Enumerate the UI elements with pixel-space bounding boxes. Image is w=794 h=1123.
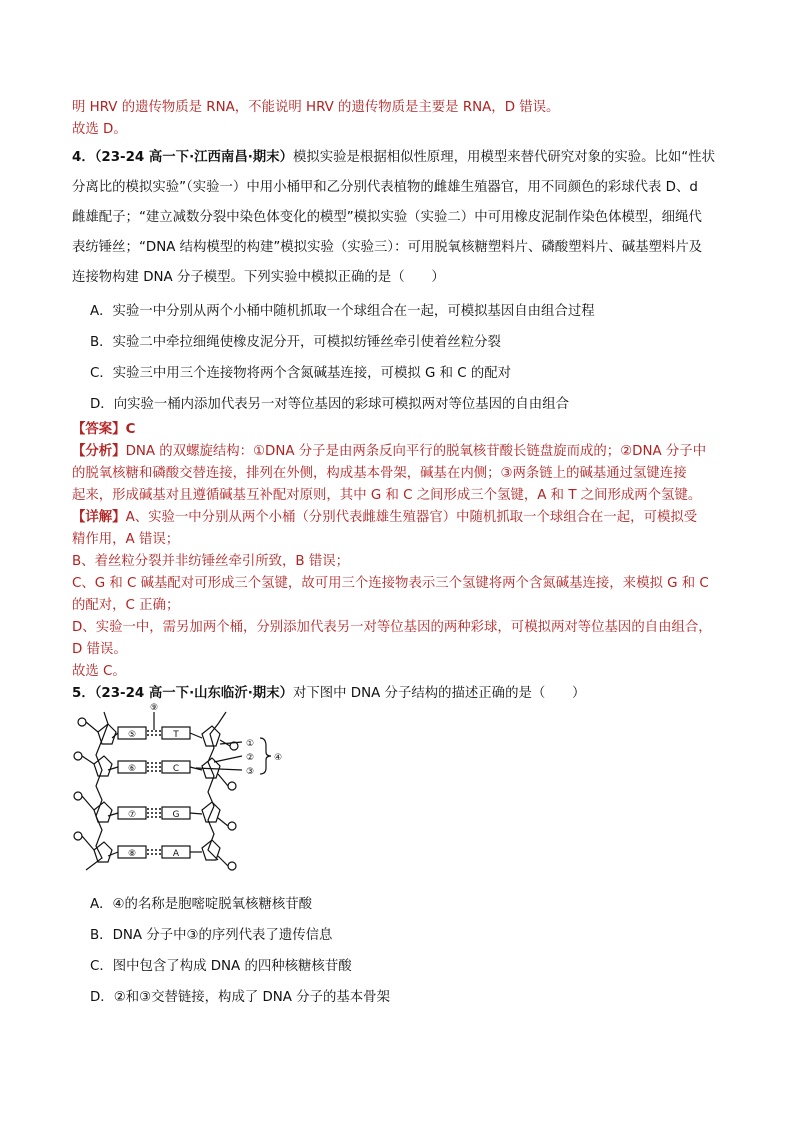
q4-detail-line-2: 精作用，A 错误；	[72, 532, 180, 547]
dna-structure-diagram	[68, 700, 288, 880]
q4-analysis-line-2: 的脱氧核糖和磷酸交替连接，排列在外侧，构成基本骨架，碱基在内侧；③两条链上的碱基通过氢键连接	[72, 466, 687, 481]
deoxyribose-left-3	[94, 802, 112, 822]
q4-stem-line-4: 表纺锤丝；“DNA 结构模型的构建”模拟实验（实验三）：可用脱氧核糖塑料片、磷酸塑料片、碱基塑料片及	[72, 240, 703, 255]
q4-source: （23-24 高一下·江西南昌·期末）	[94, 150, 293, 165]
detail-text: A、实验一中分别从两个小桶（分别代表雌雄生殖器官）中随机抓取一个球组合在一起，可模拟受	[125, 510, 698, 525]
phosphate-right-3	[228, 822, 236, 830]
label-2: ②	[245, 753, 255, 763]
phosphate-left-2	[74, 752, 82, 760]
q4-detail-line-4: C、G 和 C 碱基配对可形成三个氢键，故可用三个连接物表示三个氢键将两个含氮碱基连接，来模拟 G 和 C	[72, 576, 709, 591]
deoxyribose-left-2	[94, 756, 112, 776]
q4-option-c[interactable]: C．实验三中用三个连接物将两个含氮碱基连接，可模拟 G 和 C 的配对	[90, 366, 512, 381]
q4-detail-line-1	[72, 506, 697, 525]
q4-detail-line-5: 的配对，C 正确；	[72, 598, 180, 613]
phosphate-right-4	[228, 862, 236, 870]
phosphate-left-4	[74, 832, 82, 840]
label-6: ⑥	[127, 764, 137, 774]
q5-number: 5．	[72, 686, 95, 701]
q4-stem-line-3: 雌雄配子；“建立减数分裂中染色体变化的模型”模拟实验（实验二）中可用橡皮泥制作染色体模型，细绳代	[72, 210, 702, 225]
phosphate-left-1	[78, 718, 86, 726]
q4-option-b[interactable]: B．实验二中牵拉细绳使橡皮泥分开，可模拟纺锤丝牵引使着丝粒分裂	[90, 335, 501, 350]
base-t: T	[173, 730, 179, 740]
q5-stem-text: 对下图中 DNA 分子结构的描述正确的是（ ）	[292, 686, 586, 701]
label-7: ⑦	[127, 810, 137, 820]
label-1: ①	[245, 739, 255, 749]
phosphate-left-3	[74, 792, 82, 800]
q5-option-a[interactable]: A．④的名称是胞嘧啶脱氧核糖核苷酸	[90, 897, 313, 912]
base-a: A	[172, 849, 180, 859]
label-4: ④	[273, 753, 283, 763]
q4-option-a[interactable]: A．实验一中分别从两个小桶中随机抓取一个球组合在一起，可模拟基因自由组合过程	[90, 304, 595, 319]
q4-stem-text: 模拟实验是根据相似性原理，用模型来替代研究对象的实验。比如“性状	[292, 150, 716, 165]
brace-4	[260, 738, 271, 774]
label-5: ⑤	[127, 730, 137, 740]
label-3: ③	[245, 767, 255, 777]
base-g: G	[172, 810, 180, 820]
q4-detail-line-6: D、实验一中，需另加两个桶，分别添加代表另一对等位基因的两种彩球，可模拟两对等位基因的自由组合，	[72, 620, 712, 635]
phosphate-right-2	[228, 782, 236, 790]
q5-stem	[72, 682, 585, 701]
q4-analysis-line-1	[72, 440, 706, 459]
q4-answer	[72, 418, 135, 437]
detail-tag: 【详解】	[72, 510, 126, 525]
q4-detail-line-7: D 错误。	[72, 642, 127, 657]
q5-option-b[interactable]: B．DNA 分子中③的序列代表了遗传信息	[90, 928, 333, 943]
label-8: ⑧	[127, 849, 137, 859]
q4-number: 4．	[72, 150, 95, 165]
q4-stem-line-2: 分离比的模拟实验”（实验一）中用小桶甲和乙分别代表植物的雌雄生殖器官，用不同颜色的彩球代表 D、d	[72, 180, 698, 195]
prev-conclusion: 故选 D。	[72, 122, 127, 137]
analysis-tag: 【分析】	[72, 444, 126, 459]
q4-stem-line-1	[72, 146, 715, 165]
q4-option-d[interactable]: D．向实验一桶内添加代表另一对等位基因的彩球可模拟两对等位基因的自由组合	[90, 397, 569, 412]
q4-stem-line-5: 连接物构建 DNA 分子模型。下列实验中模拟正确的是（ ）	[72, 270, 445, 285]
answer-value: C	[125, 422, 136, 437]
answer-tag: 【答案】	[72, 422, 126, 437]
label-9: ⑨	[149, 703, 159, 713]
right-backbone-line	[208, 712, 226, 860]
q5-source: （23-24 高一下·山东临沂·期末）	[94, 686, 293, 701]
analysis-text: DNA 的双螺旋结构：①DNA 分子是由两条反向平行的脱氧核苷酸长链盘旋而成的；②DNA 分子中	[125, 444, 707, 459]
q5-option-d[interactable]: D．②和③交替链接，构成了 DNA 分子的基本骨架	[90, 990, 390, 1005]
q4-detail-line-8: 故选 C。	[72, 664, 126, 679]
q4-detail-line-3: B、着丝粒分裂并非纺锤丝牵引所致，B 错误；	[72, 554, 350, 569]
q4-analysis-line-3: 起来，形成碱基对且遵循碱基互补配对原则，其中 G 和 C 之间形成三个氢键，A 和 T 之间形成两个氢键。	[72, 488, 702, 503]
q5-option-c[interactable]: C．图中包含了构成 DNA 的四种核糖核苷酸	[90, 959, 352, 974]
prev-explanation-line: 明 HRV 的遗传物质是 RNA，不能说明 HRV 的遗传物质是主要是 RNA，D 错误。	[72, 100, 560, 115]
left-backbone-line	[86, 712, 108, 870]
base-c: C	[172, 764, 180, 774]
